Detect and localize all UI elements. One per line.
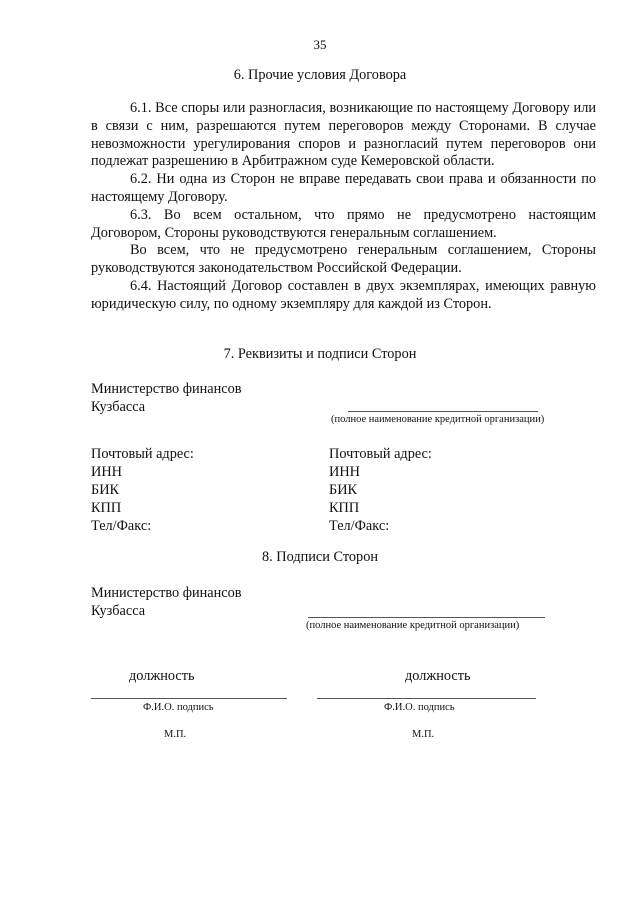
- left-bik-label: БИК: [91, 482, 120, 498]
- section-7-party-left-line2: Кузбасса: [91, 399, 146, 415]
- paragraph-6-3-continued: Во всем, что не предусмотрено генеральным соглашением, Стороны руководствуются законодательством Российской Федерации.: [91, 242, 596, 277]
- right-stamp-label: М.П.: [412, 729, 435, 740]
- left-kpp-label: КПП: [91, 500, 122, 516]
- left-phone-fax-label: Тел/Факс:: [91, 518, 152, 534]
- section-7-party-left-line1: Министерство финансов: [91, 381, 242, 397]
- section-8-party-left-line2: Кузбасса: [91, 603, 146, 619]
- section-8-bank-name-line: [308, 617, 545, 618]
- paragraph-6-1: 6.1. Все споры или разногласия, возникающие по настоящему Договору или в связи с ним, разрешаются путем переговоров между Сторонами. В случае невозможности урегулирования споров и разногласий путем переговоров они подлежат разрешению в Арбитражном суде Кемеровской области.: [91, 100, 596, 170]
- left-signature-caption: Ф.И.О. подпись: [143, 702, 214, 713]
- left-position-label: должность: [129, 668, 195, 684]
- section-7-bank-name-line: [348, 411, 538, 412]
- right-bik-label: БИК: [329, 482, 358, 498]
- paragraph-6-2: 6.2. Ни одна из Сторон не вправе передавать свои права и обязанности по настоящему Договору.: [91, 171, 596, 205]
- section-8-party-left-line1: Министерство финансов: [91, 585, 242, 601]
- right-signature-line: [317, 698, 536, 699]
- section-7-title: 7. Реквизиты и подписи Сторон: [223, 346, 417, 362]
- right-kpp-label: КПП: [329, 500, 360, 516]
- section-8-title: 8. Подписи Сторон: [261, 549, 378, 565]
- right-signature-caption: Ф.И.О. подпись: [384, 702, 455, 713]
- section-7-bank-name-caption: (полное наименование кредитной организации): [331, 414, 545, 425]
- page-number: 35: [313, 37, 327, 52]
- section-7-left-details: [91, 445, 194, 535]
- section-6-body: [91, 100, 596, 314]
- paragraph-6-3: 6.3. Во всем остальном, что прямо не предусмотрено настоящим Договором, Стороны руководствуются генеральным соглашением.: [91, 206, 596, 241]
- left-stamp-label: М.П.: [164, 729, 187, 740]
- right-phone-fax-label: Тел/Факс:: [329, 518, 390, 534]
- section-8-bank-name-caption: (полное наименование кредитной организации): [306, 620, 520, 631]
- right-inn-label: ИНН: [329, 464, 360, 480]
- right-position-label: должность: [405, 668, 471, 684]
- left-inn-label: ИНН: [91, 464, 122, 480]
- section-7-right-details: [329, 445, 432, 535]
- left-postal-address-label: Почтовый адрес:: [91, 446, 194, 462]
- right-postal-address-label: Почтовый адрес:: [329, 446, 432, 462]
- left-signature-line: [91, 698, 287, 699]
- paragraph-6-4: 6.4. Настоящий Договор составлен в двух экземплярах, имеющих равную юридическую силу, по одному экземпляру для каждой из Сторон.: [91, 277, 596, 312]
- section-6-title: 6. Прочие условия Договора: [233, 67, 407, 83]
